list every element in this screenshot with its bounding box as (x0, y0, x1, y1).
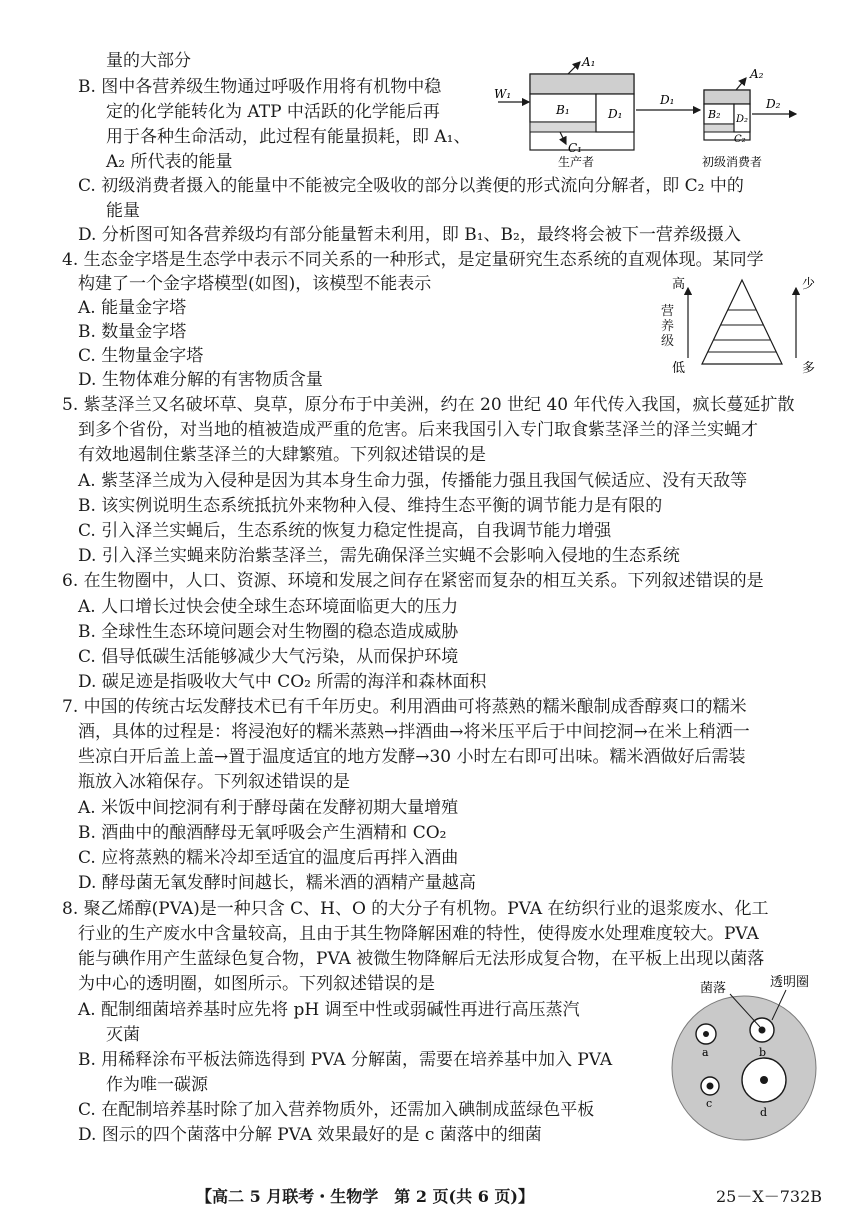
label-d1-segment: D₁ (608, 107, 623, 121)
q6-option-a: A. 人口增长过快会使全球生态环境面临更大的压力 (78, 597, 459, 617)
q6-option-b: B. 全球性生态环境问题会对生物圈的稳态造成威胁 (78, 622, 459, 642)
q8-option-d: D. 图示的四个菌落中分解 PVA 效果最好的是 c 菌落中的细菌 (78, 1125, 542, 1145)
q3-continuation: 量的大部分 (106, 51, 191, 71)
footer-code: 25－X－732B (716, 1187, 823, 1206)
q6-option-c: C. 倡导低碳生活能够减少大气污染，从而保护环境 (78, 647, 459, 667)
label-trophic-level: 营养级 (661, 304, 675, 349)
colony-c (707, 1083, 714, 1090)
q3-option-c-line1: C. 初级消费者摄入的能量中不能被完全吸收的部分以粪便的形式流向分解者，即 C₂ 中的 (78, 176, 744, 196)
label-few: 少 (802, 277, 816, 292)
label-d1-arrow: D₁ (660, 93, 675, 107)
q8-option-b-line2: 作为唯一碳源 (106, 1075, 208, 1095)
petri-dish-diagram (664, 972, 824, 1144)
label-producer: 生产者 (558, 155, 595, 169)
colony-b (759, 1027, 766, 1034)
consumer-c2-segment (704, 124, 734, 132)
label-b: b (759, 1046, 767, 1059)
label-w1: W₁ (494, 87, 512, 101)
q8-option-a-line1: A. 配制细菌培养基时应先将 pH 调至中性或弱碱性再进行高压蒸汽 (78, 1000, 580, 1020)
label-c1: C₁ (568, 141, 582, 155)
energy-flow-diagram (478, 52, 818, 172)
q7-option-c: C. 应将蒸熟的糯米冷却至适宜的温度后再拌入酒曲 (78, 848, 459, 868)
q4-option-a: A. 能量金字塔 (78, 298, 187, 318)
q5-option-a: A. 紫茎泽兰成为入侵种是因为其本身生命力强，传播能力强且我国气候适应、没有天敌等 (78, 471, 748, 491)
q4-option-c: C. 生物量金字塔 (78, 346, 204, 366)
label-colony: 菌落 (700, 981, 727, 996)
label-clear-zone: 透明圈 (770, 975, 810, 990)
q7-option-d: D. 酵母菌无氧发酵时间越长，糯米酒的酒精产量越高 (78, 873, 476, 893)
label-a: a (702, 1046, 709, 1059)
q4-option-b: B. 数量金字塔 (78, 322, 187, 342)
q3-option-b-line1: B. 图中各营养级生物通过呼吸作用将有机物中稳 (78, 77, 442, 97)
q5-stem-line1: 5. 紫茎泽兰又名破坏草、臭草，原分布于中美洲，约在 20 世纪 40 年代传入我国，疯长蔓延扩散 (62, 395, 795, 415)
label-a1: A₁ (582, 55, 596, 69)
q5-stem-line3: 有效地遏制住紫茎泽兰的大肆繁殖。下列叙述错误的是 (78, 445, 486, 465)
label-d: d (760, 1106, 768, 1119)
q7-option-b: B. 酒曲中的酿酒酵母无氧呼吸会产生酒精和 CO₂ (78, 823, 447, 843)
q6-option-d: D. 碳足迹是指吸收大气中 CO₂ 所需的海洋和森林面积 (78, 672, 487, 692)
label-a2: A₂ (750, 67, 764, 81)
colony-a (703, 1031, 709, 1037)
q8-option-b-line1: B. 用稀释涂布平板法筛选得到 PVA 分解菌，需要在培养基中加入 PVA (78, 1050, 613, 1070)
q3-option-b-line4: A₂ 所代表的能量 (106, 152, 233, 172)
q8-stem-line1: 8. 聚乙烯醇(PVA)是一种只含 C、H、O 的大分子有机物。PVA 在纺织行业的退浆废水、化工 (62, 899, 769, 919)
q8-option-c: C. 在配制培养基时除了加入营养物质外，还需加入碘制成蓝绿色平板 (78, 1100, 595, 1120)
pyramid-shape (702, 280, 782, 364)
label-high: 高 (672, 277, 686, 292)
q5-option-c: C. 引入泽兰实蝇后，生态系统的恢复力稳定性提高，自我调节能力增强 (78, 521, 612, 541)
label-b2: B₂ (708, 108, 721, 121)
q8-option-a-line2: 灭菌 (106, 1025, 140, 1045)
q8-stem-line2: 行业的生产废水中含量较高，且由于其生物降解困难的特性，使得废水处理难度较大。PVA (78, 924, 759, 944)
q5-option-b: B. 该实例说明生态系统抵抗外来物种入侵、维持生态平衡的调节能力是有限的 (78, 496, 663, 516)
label-d2-arrow: D₂ (766, 97, 781, 111)
q5-option-d: D. 引入泽兰实蝇来防治紫茎泽兰，需先确保泽兰实蝇不会影响入侵地的生态系统 (78, 546, 680, 566)
q3-option-d: D. 分析图可知各营养级均有部分能量暂未利用，即 B₁、B₂，最终将会被下一营养级摄入 (78, 225, 741, 245)
q3-option-b-line3: 用于各种生命活动，此过程有能量损耗，即 A₁、 (106, 127, 471, 147)
label-c2: C₂ (734, 134, 746, 145)
q3-option-c-line2: 能量 (106, 201, 140, 221)
label-d2-segment: D₂ (736, 114, 749, 125)
q3-option-b-line2: 定的化学能转化为 ATP 中活跃的化学能后再 (106, 102, 440, 122)
q4-stem-line1: 4. 生态金字塔是生态学中表示不同关系的一种形式，是定量研究生态系统的直观体现。某同学 (62, 250, 764, 270)
label-b1: B₁ (556, 103, 570, 117)
footer-page-info: 【高二 5 月联考・生物学 第 2 页(共 6 页)】 (196, 1187, 534, 1206)
q7-option-a: A. 米饭中间挖洞有利于酵母菌在发酵初期大量增殖 (78, 798, 459, 818)
q7-stem-line3: 些凉白开后盖上盖→置于温度适宜的地方发酵→30 小时左右即可出味。糯米酒做好后需装 (78, 747, 746, 767)
colony-d (760, 1076, 768, 1084)
label-c: c (706, 1097, 713, 1110)
petri-dish (672, 996, 816, 1140)
label-primary-consumer: 初级消费者 (702, 155, 763, 169)
producer-a1-segment (530, 74, 634, 94)
q5-stem-line2: 到多个省份，对当地的植被造成严重的危害。后来我国引入专门取食紫茎泽兰的泽兰实蝇才 (78, 420, 758, 440)
pyramid-diagram (660, 272, 820, 376)
q8-stem-line3: 能与碘作用产生蓝绿色复合物，PVA 被微生物降解后无法形成复合物，在平板上出现以菌落 (78, 949, 765, 969)
label-low: 低 (672, 361, 686, 376)
q6-stem: 6. 在生物圈中，人口、资源、环境和发展之间存在紧密而复杂的相互关系。下列叙述错误的是 (62, 571, 764, 591)
label-many: 多 (802, 361, 816, 376)
q7-stem-line2: 酒，具体的过程是：将浸泡好的糯米蒸熟→拌酒曲→将米压平后于中间挖洞→在米上稍洒一 (78, 722, 750, 742)
producer-c1-segment (530, 122, 596, 132)
q8-stem-line4: 为中心的透明圈，如图所示。下列叙述错误的是 (78, 974, 435, 994)
consumer-a2-segment (704, 90, 750, 104)
q7-stem-line1: 7. 中国的传统古坛发酵技术已有千年历史。利用酒曲可将蒸熟的糯米酿制成香醇爽口的糯米 (62, 697, 747, 717)
q4-stem-line2: 构建了一个金字塔模型(如图)，该模型不能表示 (78, 274, 432, 294)
q7-stem-line4: 瓶放入冰箱保存。下列叙述错误的是 (78, 772, 350, 792)
q4-option-d: D. 生物体难分解的有害物质含量 (78, 370, 323, 390)
